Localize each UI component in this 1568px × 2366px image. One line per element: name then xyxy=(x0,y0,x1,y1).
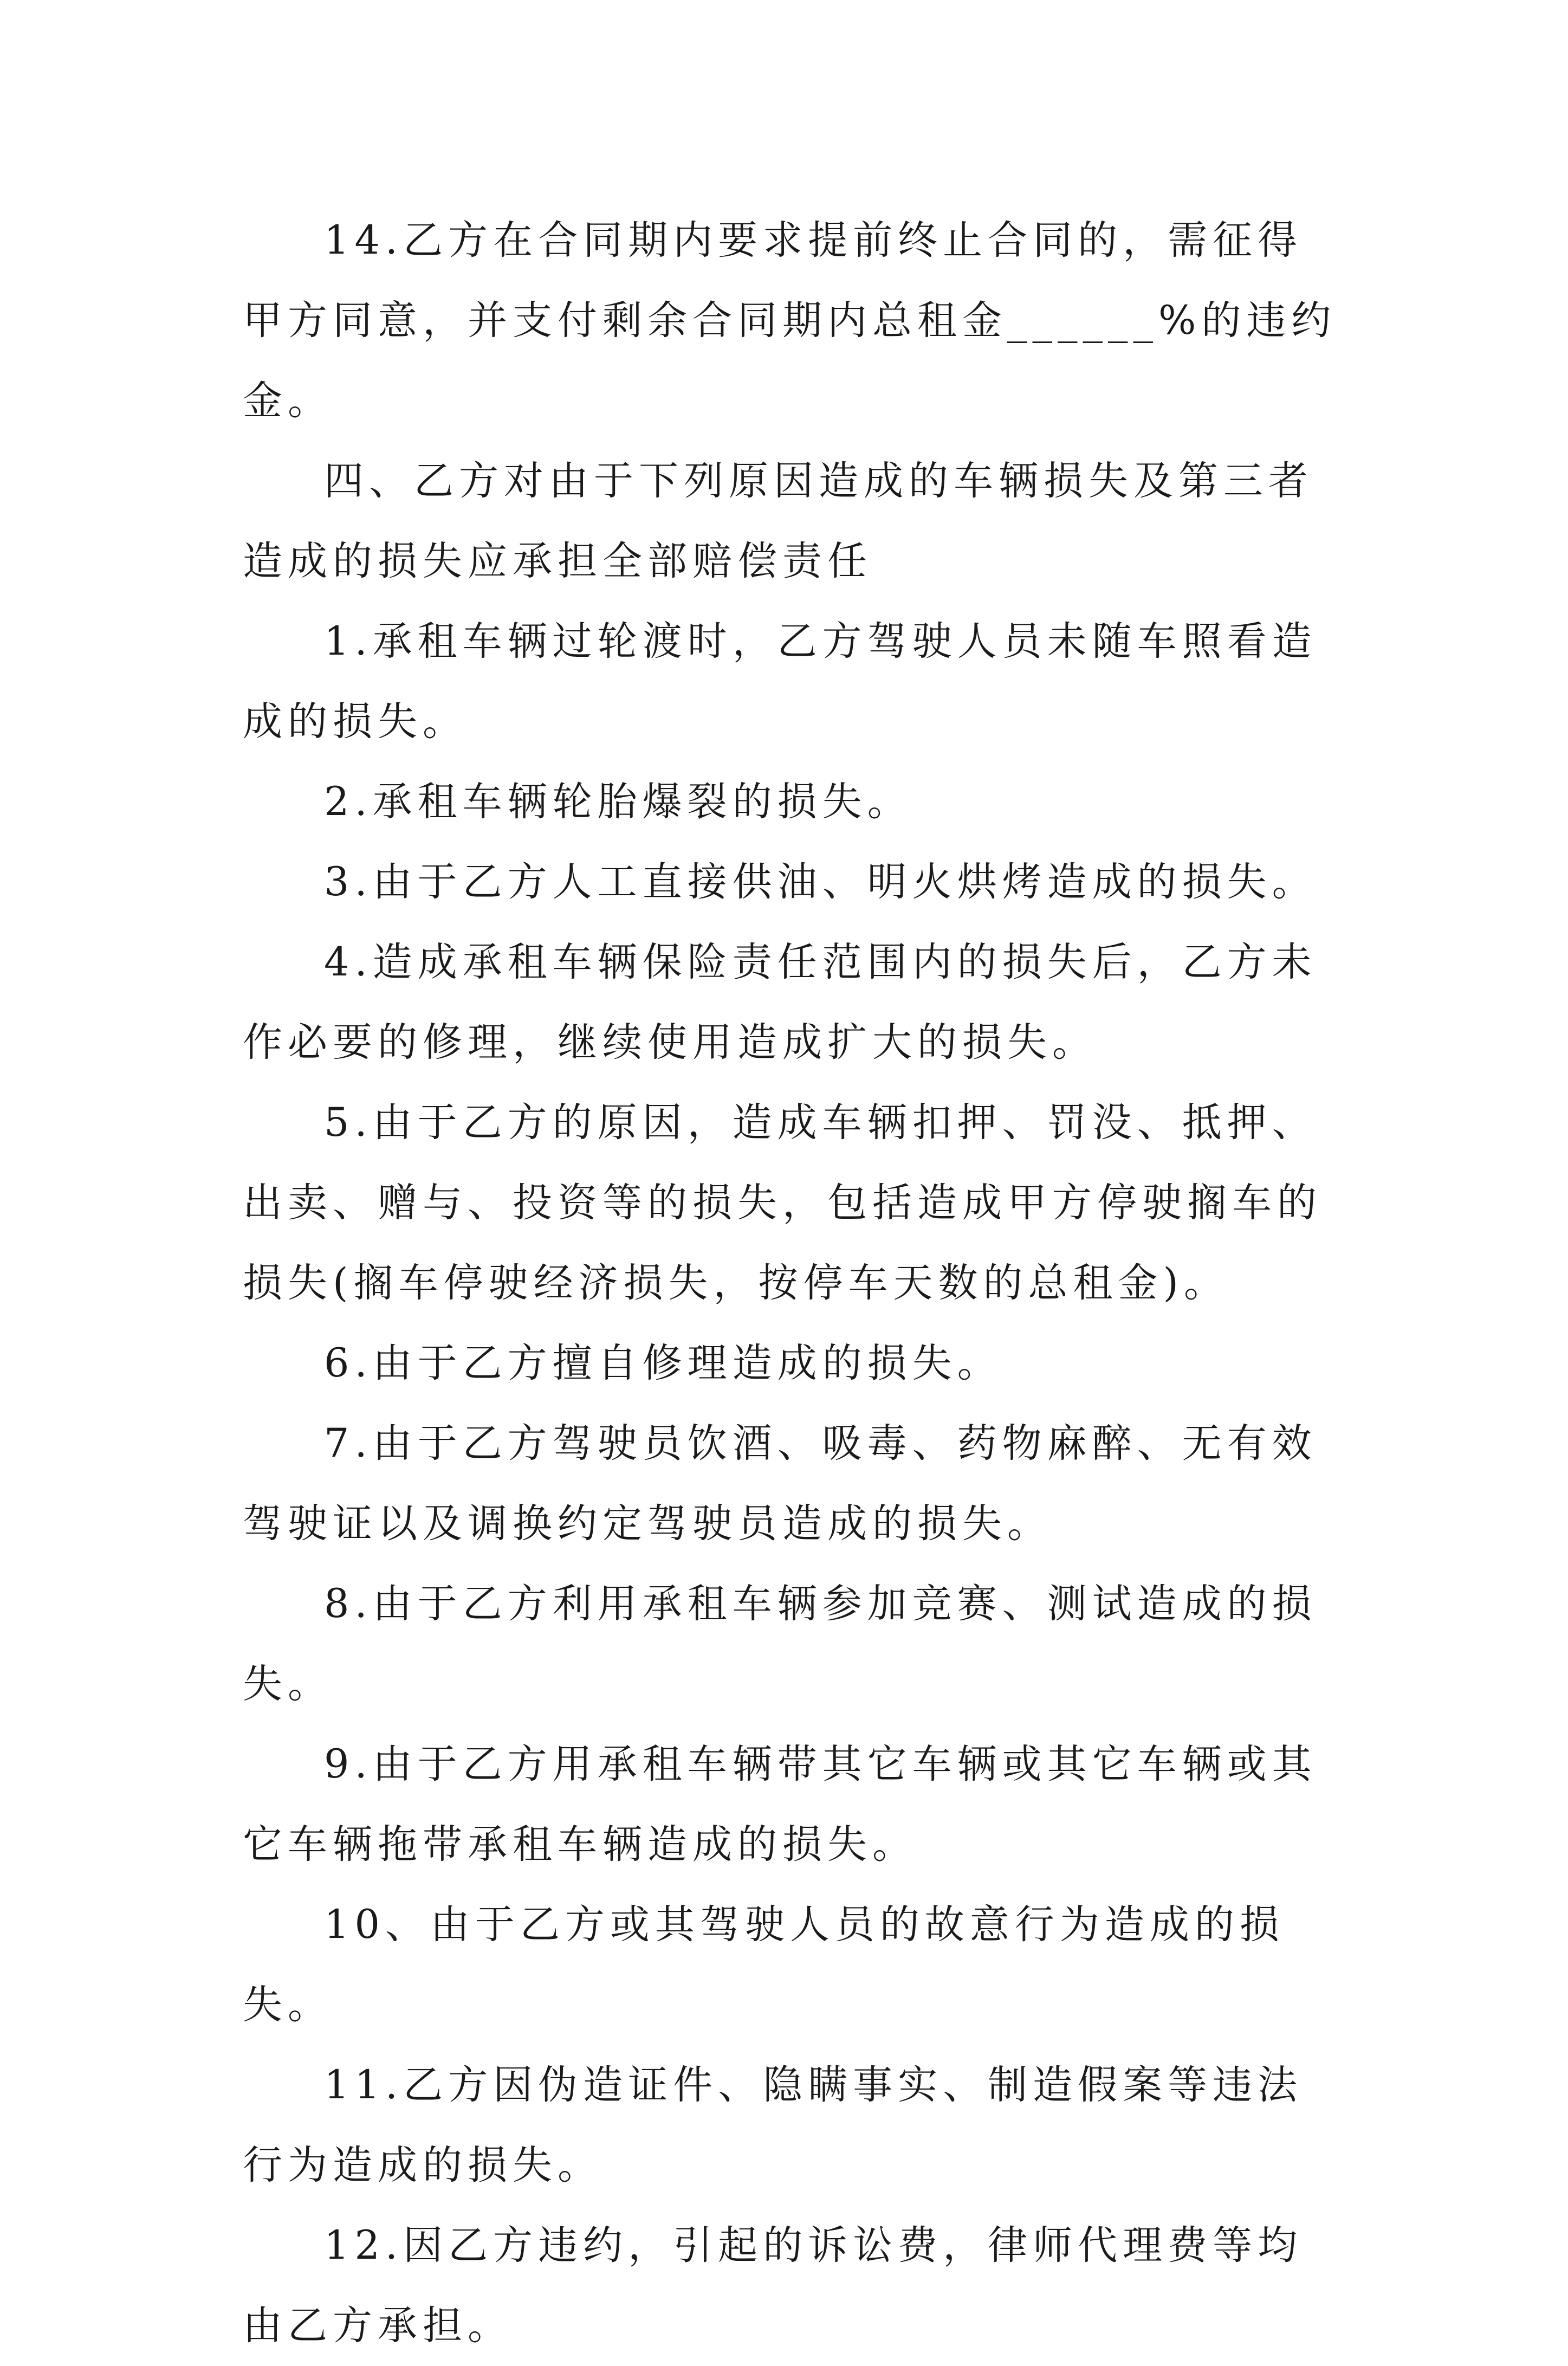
clause-11-fraud: 11.乙方因伪造证件、隐瞒事实、制造假案等违法行为造成的损失。 xyxy=(243,2062,1303,2188)
clause-10-intentional: 10、由于乙方或其驾驶人员的故意行为造成的损失。 xyxy=(243,1902,1285,2028)
clause-12-litigation-costs: 12.因乙方违约，引起的诉讼费，律师代理费等均由乙方承担。 xyxy=(243,2222,1303,2349)
clause-9-towing: 9.由于乙方用承租车辆带其它车辆或其它车辆或其它车辆拖带承租车辆造成的损失。 xyxy=(243,1741,1317,1867)
section-four-heading: 四、乙方对由于下列原因造成的车辆损失及第三者造成的损失应承担全部赔偿责任 xyxy=(243,458,1313,584)
clause-2-tire-burst: 2.承租车辆轮胎爆裂的损失。 xyxy=(324,779,912,825)
clause-5-seizure: 5.由于乙方的原因，造成车辆扣押、罚没、抵押、出卖、赠与、投资等的损失，包括造成甲方停驶搁车的损失(搁车停驶经济损失，按停车天数的总租金)。 xyxy=(243,1100,1322,1306)
clause-8-racing: 8.由于乙方利用承租车辆参加竞赛、测试造成的损失。 xyxy=(243,1581,1317,1707)
clause-1-ferry: 1.承租车辆过轮渡时，乙方驾驶人员未随车照看造成的损失。 xyxy=(243,618,1317,745)
clause-7-driver-conduct: 7.由于乙方驾驶员饮酒、吸毒、药物麻醉、无有效驾驶证以及调换约定驾驶员造成的损失。 xyxy=(243,1420,1317,1547)
clause-14-early-termination: 14.乙方在合同期内要求提前终止合同的，需征得甲方同意，并支付剩余合同期内总租金______%的违约金。 xyxy=(243,217,1337,424)
clause-3-fuel-fire: 3.由于乙方人工直接供油、明火烘烤造成的损失。 xyxy=(324,859,1317,905)
clause-6-self-repair: 6.由于乙方擅自修理造成的损失。 xyxy=(324,1340,1002,1386)
clause-4-repair: 4.造成承租车辆保险责任范围内的损失后，乙方未作必要的修理，继续使用造成扩大的损失。 xyxy=(243,939,1317,1065)
document-body xyxy=(243,201,1337,2366)
